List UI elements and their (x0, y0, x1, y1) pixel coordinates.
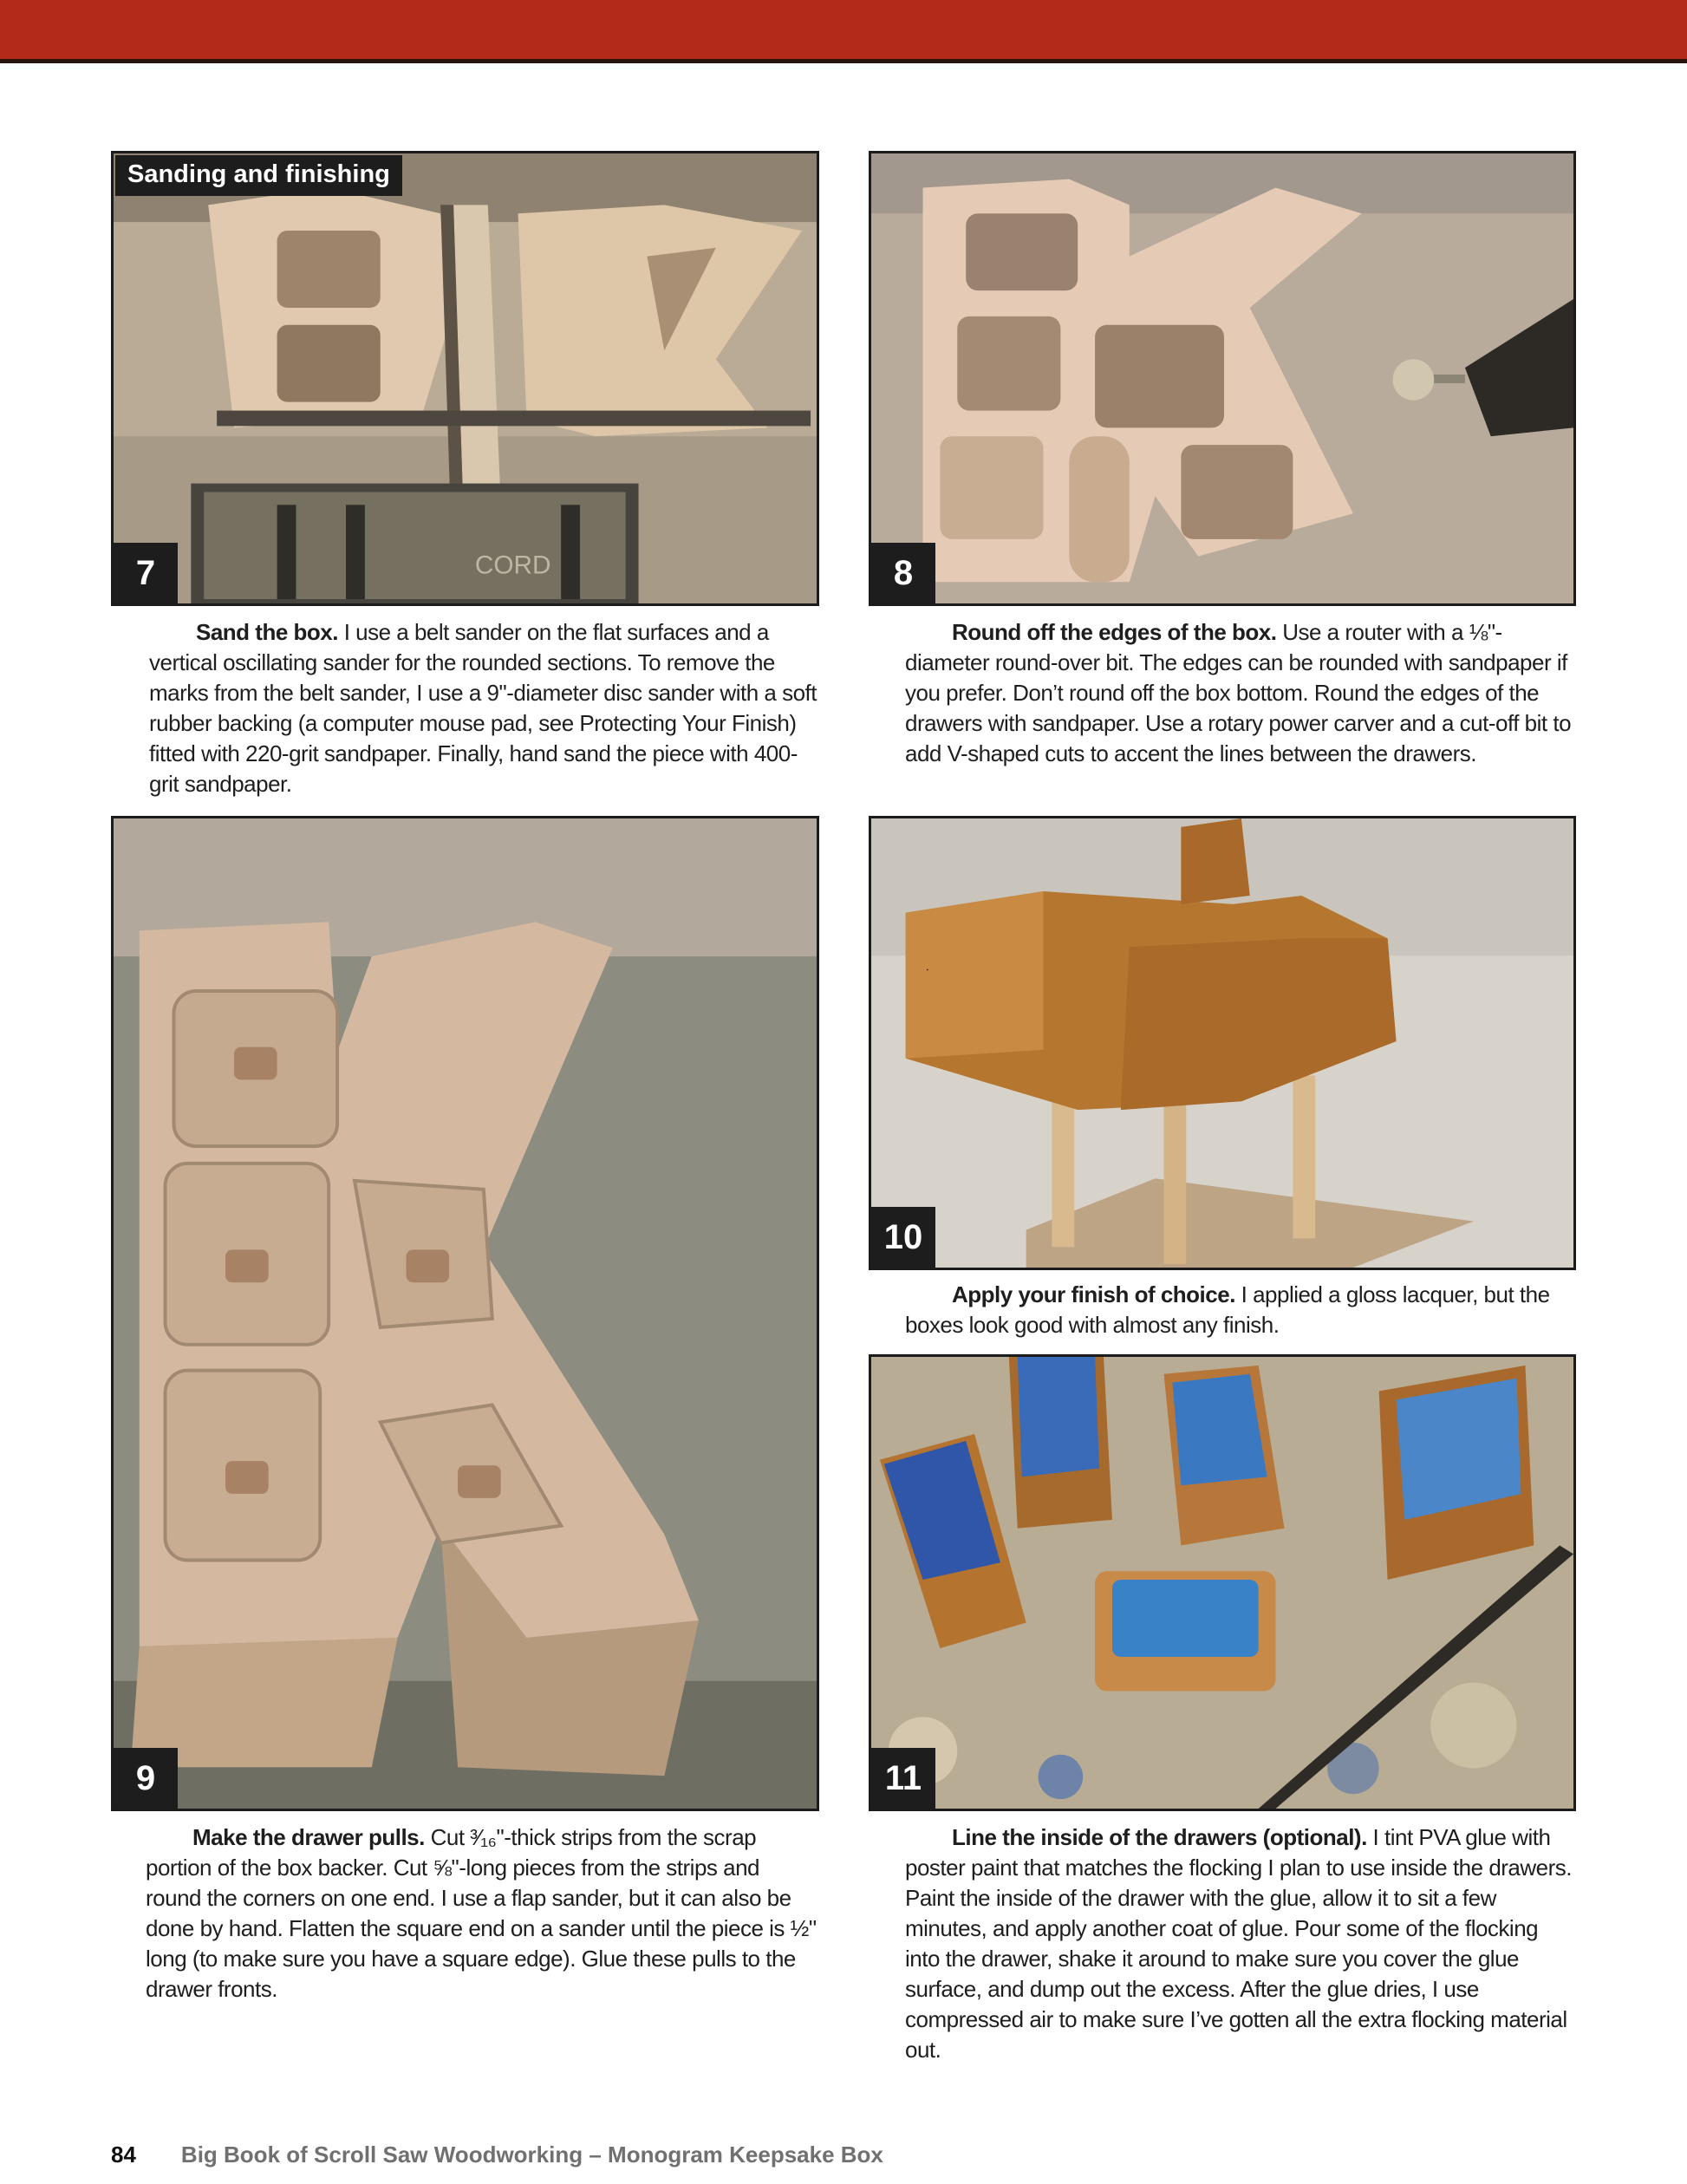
stamp-text: CORD (474, 551, 551, 580)
step-number-9: 9 (114, 1748, 178, 1809)
caption-step-11 (905, 1822, 1578, 2065)
step-number-7: 7 (114, 543, 178, 603)
caption-step-10 (905, 1280, 1578, 1340)
step-number-11: 11 (871, 1748, 935, 1809)
photo-step-8 (869, 151, 1576, 606)
caption-step-9 (146, 1822, 820, 2005)
photo-step-7 (111, 151, 819, 606)
photo-9-image (114, 818, 817, 1809)
caption-step-7 (149, 617, 822, 799)
step-7-lead: Sand the box. (196, 619, 338, 645)
page-footer (111, 2142, 883, 2168)
header-bar (0, 0, 1687, 63)
book-title: Big Book of Scroll Saw Woodworking – Monogram Keepsake Box (180, 2142, 883, 2168)
step-10-lead: Apply your finish of choice. (952, 1281, 1235, 1307)
step-10-text: I applied a gloss lacquer, but the boxes look good with almost any finish. (905, 1281, 1550, 1338)
step-9-text: Cut ³⁄₁₆"-thick strips from the scrap portion of the box backer. Cut ⅝"-long pieces from the strips and round the corners on one end. I use a flap sander, but it can also be done by hand. Flatten the square end on a sander until the piece is ½" long (to make sure you have a square edge). Glue these pulls to the drawer fronts. (146, 1824, 817, 2002)
photo-step-9 (111, 816, 819, 1811)
photo-step-11 (869, 1354, 1576, 1811)
step-number-10: 10 (871, 1207, 935, 1268)
caption-step-8 (905, 617, 1580, 769)
svg-text:·: · (920, 966, 936, 974)
photo-11-image (871, 1357, 1573, 1809)
photo-step-10 (869, 816, 1576, 1270)
page-number: 84 (111, 2142, 136, 2168)
photo-8-image (871, 153, 1573, 603)
step-11-text: I tint PVA glue with poster paint that matches the flocking I plan to use inside the drawers. Paint the inside of the drawer with the glue, allow it to sit a few minutes, and apply another coat of glue. Pour some of the flocking into the drawer, shake it around to make sure you cover the glue surface, and dump out the excess. After the glue dries, I use compressed air to make sure I’ve gotten all the extra flocking material out. (905, 1824, 1573, 2063)
step-7-text: I use a belt sander on the flat surfaces and a vertical oscillating sander for the rounded sections. To remove the marks from the belt sander, I use a 9"-diameter disc sander with a soft rubber backing (a computer mouse pad, see Protecting Your Finish) fitted with 220-grit sandpaper. Finally, hand sand the piece with 400-grit sandpaper. (149, 619, 817, 797)
step-number-8: 8 (871, 543, 935, 603)
photo-10-image (871, 818, 1573, 1268)
step-8-lead: Round off the edges of the box. (952, 619, 1277, 645)
step-8-text: Use a router with a ⅛"-diameter round-over bit. The edges can be rounded with sandpaper if you prefer. Don’t round off the box bottom. Round the edges of the drawers with sandpaper. Use a rotary power carver and a cut-off bit to add V-shaped cuts to accent the lines between the drawers. (905, 619, 1572, 766)
step-11-lead: Line the inside of the drawers (optional). (952, 1824, 1367, 1850)
step-9-lead: Make the drawer pulls. (192, 1824, 425, 1850)
section-label: Sanding and finishing (115, 155, 402, 196)
photo-7-image (114, 153, 817, 603)
